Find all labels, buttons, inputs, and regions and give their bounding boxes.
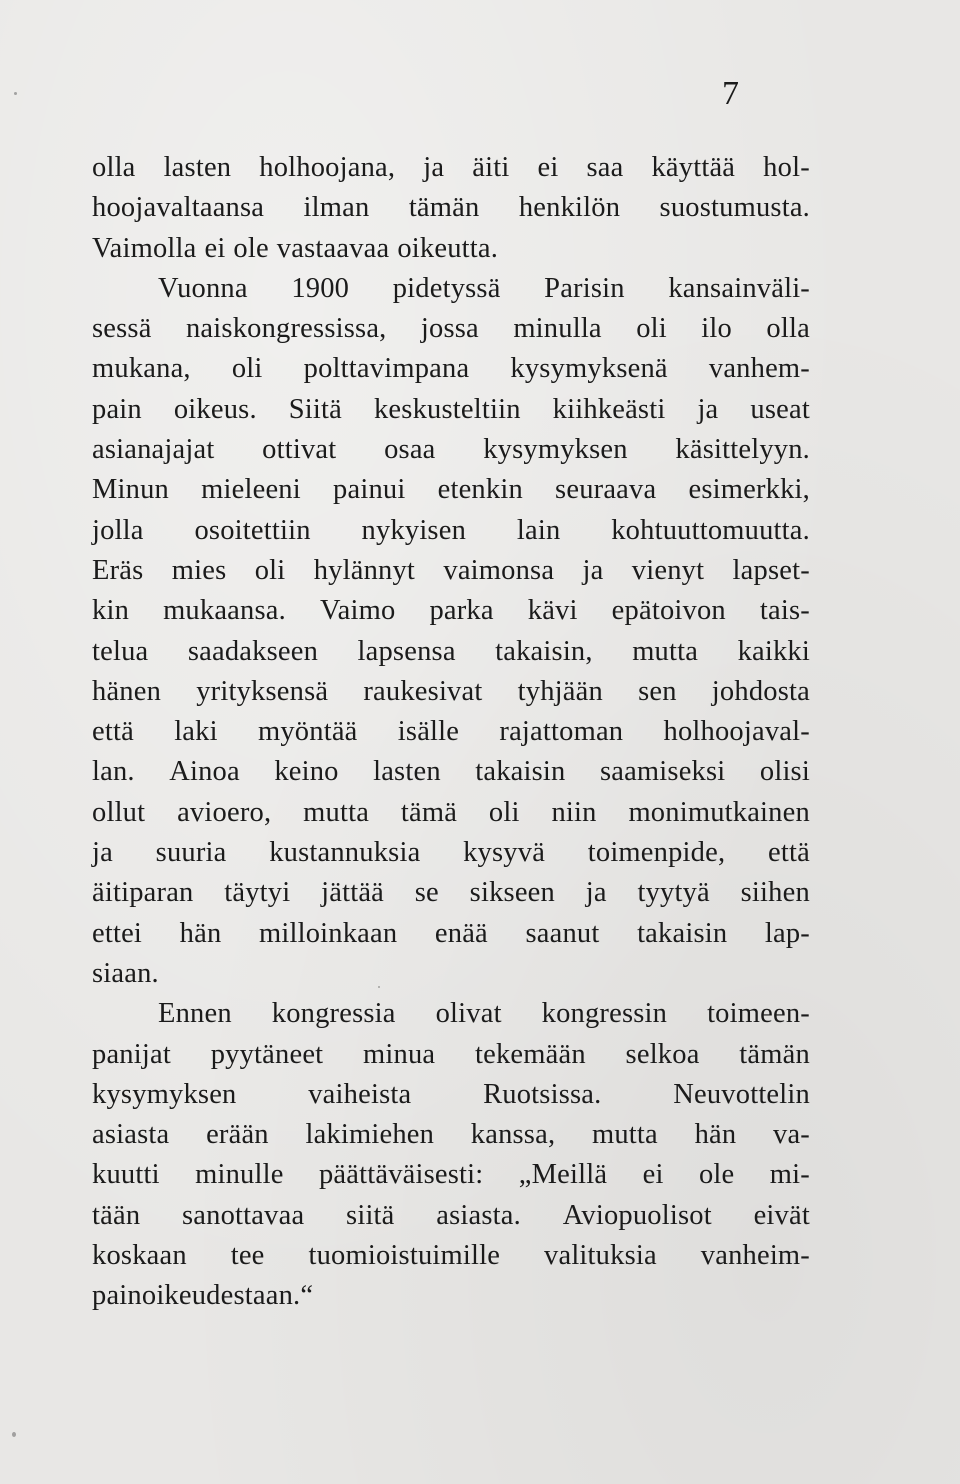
text-word: ei — [537, 152, 559, 183]
text-word: rajattoman — [499, 716, 624, 748]
text-word: erään — [206, 1119, 269, 1151]
text-word: pyytäneet — [210, 1038, 324, 1070]
text-word: mieleeni — [201, 474, 301, 506]
text-line — [92, 269, 810, 309]
text-word: kysyvä — [463, 837, 546, 869]
text-word: suostumusta. — [659, 192, 810, 224]
text-word: tyhjään — [517, 675, 603, 707]
text-word: lasten — [163, 152, 232, 183]
text-line — [92, 873, 810, 913]
text-word: hol- — [763, 152, 810, 183]
text-word: hylännyt — [313, 554, 416, 586]
text-word: oli — [231, 353, 263, 385]
text-word: kävi — [527, 595, 578, 627]
text-word: epätoivon — [611, 595, 726, 627]
text-word: äitiparan — [92, 877, 194, 909]
text-word: nykyisen — [361, 514, 467, 546]
text-word: hänen — [92, 675, 162, 707]
text-word: kongressia — [271, 998, 396, 1030]
text-word: lain — [516, 514, 561, 546]
text-word: lapset- — [732, 554, 810, 586]
text-word: ja — [423, 152, 445, 183]
text-word: vienyt — [631, 554, 705, 586]
text-word: kysymyksenä — [510, 353, 668, 385]
text-word: kanssa, — [470, 1119, 556, 1151]
text-word: telua — [92, 635, 149, 667]
text-word: täytyi — [224, 877, 291, 909]
text-word: va- — [773, 1119, 810, 1151]
text-word: valituksia — [544, 1240, 657, 1272]
text-word: keskusteltiin — [373, 393, 521, 425]
text-word: johdosta — [711, 675, 810, 707]
text-word: ei — [642, 1159, 664, 1191]
text-word: ja — [697, 393, 719, 425]
text-word: yrityksensä — [196, 675, 329, 707]
text-line — [92, 551, 810, 591]
text-word: kysymyksen — [483, 434, 628, 466]
text-word: 1900 — [291, 272, 350, 304]
text-line — [92, 430, 810, 470]
text-line — [92, 309, 810, 349]
scan-speck — [12, 1432, 16, 1437]
text-word: milloinkaan — [258, 917, 398, 949]
text-word: kansainväli- — [668, 272, 810, 304]
text-word: tee — [230, 1240, 265, 1272]
text-word: Siitä — [288, 393, 343, 425]
text-word: Parisin — [544, 272, 625, 304]
text-word: parka — [429, 595, 494, 627]
text-word: vaiheista — [308, 1078, 412, 1110]
text-word: mukana, — [92, 353, 191, 385]
text-word: ja — [585, 877, 607, 909]
text-word: lasten — [373, 756, 441, 788]
text-word: Ruotsissa. — [483, 1078, 602, 1110]
text-word: mutta — [591, 1119, 658, 1151]
text-line — [92, 914, 810, 954]
text-word: takaisin — [637, 917, 728, 949]
text-word: että — [768, 837, 810, 869]
text-word: sessä — [92, 313, 152, 345]
text-word: tais- — [759, 595, 810, 627]
text-word: se — [414, 877, 439, 909]
text-word: mi- — [769, 1159, 810, 1191]
text-word: äiti — [472, 152, 510, 183]
text-word: siihen — [740, 877, 810, 909]
text-line — [92, 1236, 810, 1276]
text-line — [92, 511, 810, 551]
text-word: polttavimpana — [303, 353, 470, 385]
text-word: vastaavaa — [276, 232, 390, 264]
text-word: enää — [434, 917, 488, 949]
text-line — [92, 1075, 810, 1115]
text-word: laki — [174, 716, 218, 748]
text-word: ilman — [303, 192, 370, 224]
text-word: hoojavaltaansa — [92, 192, 265, 224]
text-word: sanottavaa — [182, 1199, 305, 1231]
text-word: saadakseen — [187, 635, 319, 667]
text-line — [92, 1035, 810, 1075]
text-word: keino — [274, 756, 339, 788]
text-word: hän — [179, 917, 222, 949]
text-word: asiasta. — [436, 1199, 521, 1231]
text-word: kiihkeästi — [552, 393, 666, 425]
text-word: olivat — [435, 998, 502, 1030]
text-word: saanut — [525, 917, 600, 949]
text-word: tämän — [408, 192, 480, 224]
text-word: toimenpide, — [587, 837, 726, 869]
text-word: ei — [204, 232, 226, 264]
text-word: tämä — [400, 796, 458, 828]
text-word: Aviopuolisot — [562, 1199, 712, 1231]
scan-speck — [14, 92, 17, 95]
text-word: ja — [92, 837, 113, 869]
text-word: ollut — [92, 796, 146, 828]
text-word: toimeen- — [707, 998, 810, 1030]
text-word: monimutkainen — [628, 796, 810, 828]
text-line — [92, 632, 810, 672]
text-word: niin — [551, 796, 597, 828]
text-word: Vaimo — [319, 595, 396, 627]
text-line — [92, 148, 810, 188]
text-line — [92, 994, 810, 1034]
text-word: Vuonna — [158, 272, 248, 304]
text-word: jolla — [92, 514, 144, 546]
text-word: olisi — [759, 756, 810, 788]
text-word: mukaansa. — [163, 595, 286, 627]
text-word: lakimiehen — [305, 1119, 435, 1151]
text-word: minua — [363, 1038, 436, 1070]
text-word: vaimonsa — [443, 554, 555, 586]
text-word: sikseen — [469, 877, 555, 909]
text-word: siitä — [346, 1199, 395, 1231]
text-word: vanheim- — [700, 1240, 810, 1272]
text-word: jossa — [420, 313, 479, 345]
text-word: vanhem- — [708, 353, 810, 385]
text-word: isälle — [397, 716, 460, 748]
text-word: minulle — [195, 1159, 284, 1191]
text-word: saamiseksi — [599, 756, 726, 788]
text-word: mutta — [632, 635, 699, 667]
text-word: osaa — [384, 434, 436, 466]
text-word: lapsensa — [357, 635, 456, 667]
text-word: esimerkki, — [688, 474, 810, 506]
text-word: olla — [766, 313, 810, 345]
text-word: oli — [254, 554, 286, 586]
text-word: oli — [636, 313, 667, 345]
text-word: asiasta — [92, 1119, 170, 1151]
text-word: lan. — [92, 756, 135, 788]
text-line — [92, 752, 810, 792]
text-word: lap- — [764, 917, 810, 949]
text-word: päättäväisesti: — [318, 1159, 484, 1191]
text-word: oikeus. — [173, 393, 257, 425]
text-word: Vaimolla — [92, 232, 197, 264]
text-word: ettei — [92, 917, 143, 949]
text-word: ole — [698, 1159, 735, 1191]
text-line — [92, 591, 810, 631]
text-word: kongressin — [541, 998, 668, 1030]
text-line — [92, 1115, 810, 1155]
text-word: kustannuksia — [269, 837, 421, 869]
text-word: kuutti — [92, 1159, 160, 1191]
text-line — [92, 793, 810, 833]
text-word: myöntää — [257, 716, 358, 748]
text-word: olla — [92, 152, 136, 183]
text-word: käsittelyyn. — [675, 434, 810, 466]
text-word: panijat — [92, 1038, 171, 1070]
text-word: asianajajat — [92, 434, 215, 466]
text-word: Eräs — [92, 554, 144, 586]
text-word: ilo — [701, 313, 732, 345]
text-word: ole — [233, 232, 269, 264]
text-word: useat — [750, 393, 810, 425]
text-word: etenkin — [437, 474, 523, 506]
text-word: osoitettiin — [194, 514, 311, 546]
text-word: että — [92, 716, 134, 748]
text-word: pain — [92, 393, 142, 425]
text-word: tään — [92, 1199, 141, 1231]
text-line — [92, 188, 810, 228]
text-word: takaisin, — [495, 635, 593, 667]
text-line — [92, 954, 810, 994]
text-word: eivät — [753, 1199, 810, 1231]
text-word: raukesivat — [363, 675, 483, 707]
text-line — [92, 470, 810, 510]
text-word: oli — [488, 796, 520, 828]
text-word: kysymyksen — [92, 1078, 237, 1110]
text-word: tämän — [739, 1038, 810, 1070]
text-word: Ennen — [158, 998, 232, 1030]
text-line — [92, 1196, 810, 1236]
text-line — [92, 1155, 810, 1195]
text-word: mutta — [303, 796, 370, 828]
text-line — [92, 672, 810, 712]
text-word: avioero, — [177, 796, 272, 828]
text-word: henkilön — [518, 192, 621, 224]
text-word: käyttää — [651, 152, 736, 183]
text-word: pidetyssä — [392, 272, 501, 304]
text-word: ottivat — [262, 434, 337, 466]
text-word: ja — [582, 554, 604, 586]
text-word: koskaan — [92, 1240, 187, 1272]
text-line — [92, 229, 810, 269]
text-word: „Meillä — [518, 1159, 608, 1191]
text-word: seuraava — [555, 474, 657, 506]
text-word: painoikeudestaan.“ — [92, 1280, 314, 1312]
text-word: kaikki — [737, 635, 810, 667]
text-word: takaisin — [475, 756, 566, 788]
text-word: Neuvottelin — [673, 1078, 810, 1110]
text-word: sen — [638, 675, 677, 707]
text-word: kin — [92, 595, 130, 627]
text-word: siaan. — [92, 957, 159, 989]
text-word: naiskongressissa, — [185, 313, 387, 345]
text-word: tuomioistuimille — [308, 1240, 501, 1272]
text-word: suuria — [155, 837, 227, 869]
text-line — [92, 1276, 810, 1316]
text-word: saa — [586, 152, 624, 183]
text-line — [92, 349, 810, 389]
text-word: Ainoa — [169, 756, 240, 788]
text-word: holhoojaval- — [663, 716, 810, 748]
text-word: hän — [694, 1119, 737, 1151]
scan-speck — [378, 986, 380, 988]
text-line — [92, 390, 810, 430]
page-number: 7 — [722, 75, 739, 112]
text-word: tyytyä — [637, 877, 710, 909]
body-text — [92, 148, 810, 1317]
text-word: oikeutta. — [397, 232, 499, 264]
text-word: tekemään — [475, 1038, 586, 1070]
text-line — [92, 833, 810, 873]
text-word: painui — [333, 474, 406, 506]
text-word: holhoojana, — [259, 152, 396, 183]
text-word: mies — [171, 554, 227, 586]
text-word: kohtuuttomuutta. — [611, 514, 810, 546]
text-line — [92, 712, 810, 752]
text-word: minulla — [513, 313, 602, 345]
text-word: Minun — [92, 474, 170, 506]
text-word: jättää — [321, 877, 385, 909]
text-word: selkoa — [625, 1038, 700, 1070]
